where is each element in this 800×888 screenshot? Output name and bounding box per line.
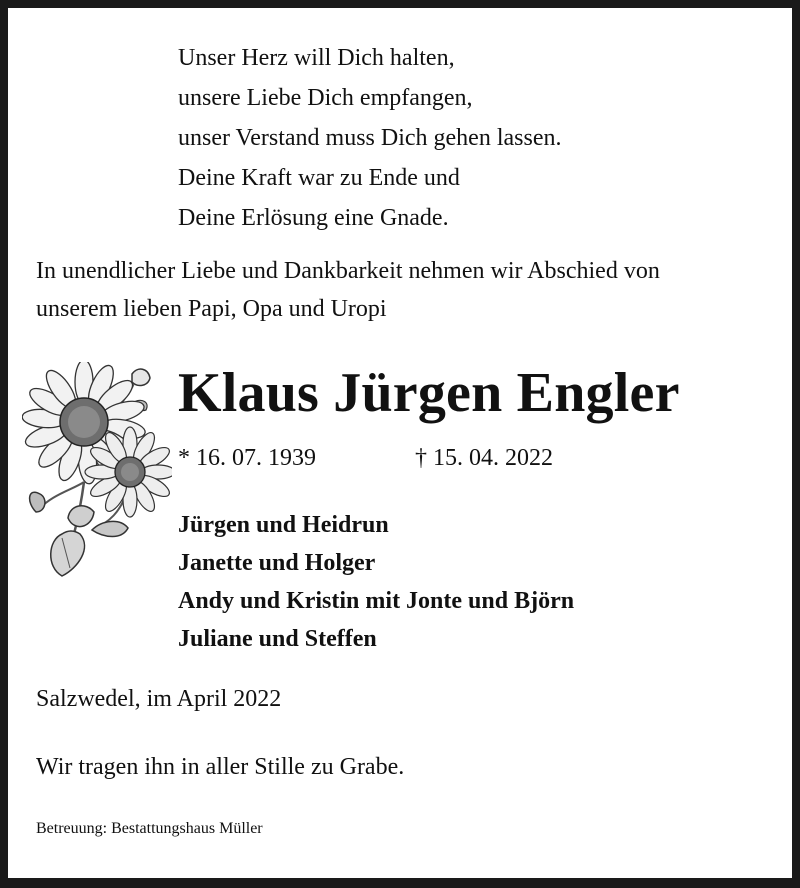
poem xyxy=(178,38,561,238)
intro-line: unserem lieben Papi, Opa und Uropi xyxy=(36,296,387,322)
place-date: Salzwedel, im April 2022 xyxy=(36,686,282,712)
poem-line: unser Verstand muss Dich gehen lassen. xyxy=(178,125,562,151)
mourners-list xyxy=(178,506,574,658)
poem-line: unsere Liebe Dich empfangen, xyxy=(178,85,473,111)
sunflower-icon xyxy=(22,362,172,588)
mourner-entry: Andy und Kristin mit Jonte und Björn xyxy=(178,588,575,614)
deceased-name: Klaus Jürgen Engler xyxy=(178,362,680,424)
mourner-entry: Jürgen und Heidrun xyxy=(178,512,389,538)
mourner-entry: Janette und Holger xyxy=(178,550,376,576)
birth-date: * 16. 07. 1939 xyxy=(178,445,316,471)
closing-text: Wir tragen ihn in aller Stille zu Grabe. xyxy=(36,754,405,780)
poem-line: Deine Kraft war zu Ende und xyxy=(178,165,460,191)
intro-line: In unendlicher Liebe und Dankbarkeit nehmen wir Abschied von xyxy=(36,258,660,284)
care-note: Betreuung: Bestattungshaus Müller xyxy=(36,820,263,837)
intro-text xyxy=(36,252,776,328)
mourner-entry: Juliane und Steffen xyxy=(178,626,377,652)
poem-line: Unser Herz will Dich halten, xyxy=(178,45,455,71)
poem-line: Deine Erlösung eine Gnade. xyxy=(178,205,449,231)
death-date: † 15. 04. 2022 xyxy=(415,445,553,471)
